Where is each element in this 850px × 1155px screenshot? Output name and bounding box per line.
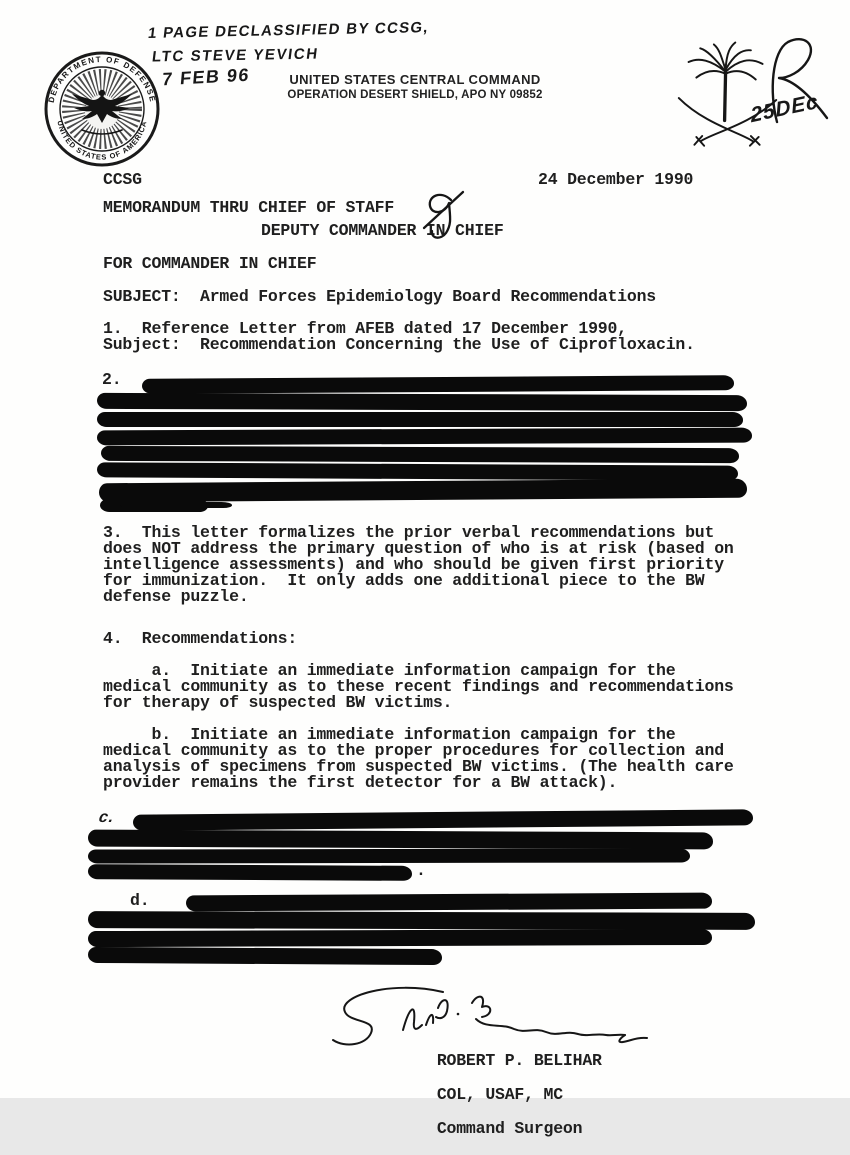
- signature-block: [398, 1035, 602, 1154]
- signer-rank: COL, USAF, MC: [436, 1085, 563, 1104]
- redaction-bar: [97, 393, 747, 411]
- declassification-note-line1: 1 PAGE DECLASSIFIED BY CCSG,: [147, 19, 430, 42]
- paragraph-1: 1. Reference Letter from AFEB dated 17 December 1990, Subject: Recommendation Concerning the Use of Ciprofloxacin.: [103, 319, 695, 354]
- paragraph-4b: b. Initiate an immediate information campaign for the medical community as to the proper procedures for collection and analysis of specimens from suspected BW victims. (The health care provider remains the first detector for a BW attack).: [103, 725, 734, 792]
- redaction-bar: [186, 893, 712, 912]
- subject-line: SUBJECT: Armed Forces Epidemiology Board Recommendations: [103, 287, 656, 306]
- redaction-bar: [101, 446, 739, 463]
- paragraph-4: 4. Recommendations:: [103, 629, 298, 648]
- signer-title: Command Surgeon: [436, 1119, 583, 1138]
- redaction-bar: [88, 929, 712, 947]
- paragraph-4a: a. Initiate an immediate information campaign for the medical community as to these recent findings and recommendations for therapy of suspected BW victims.: [103, 661, 734, 712]
- redaction-d-label: d.: [130, 891, 150, 910]
- seal-top-text: DEPARTMENT OF DEFENSE: [46, 54, 158, 104]
- redaction-c-period: .: [416, 861, 426, 880]
- received-date-annotation: 25DEc: [749, 89, 820, 128]
- redaction-c-label: c.: [97, 809, 116, 826]
- letterhead-command-line: UNITED STATES CENTRAL COMMAND: [289, 72, 541, 87]
- deputy-commander-line: DEPUTY COMMANDER IN CHIEF: [261, 221, 504, 240]
- dod-seal-icon: [36, 48, 168, 170]
- redaction-bar: [120, 502, 232, 508]
- letterhead-address-line: OPERATION DESERT SHIELD, APO NY 09852: [287, 89, 543, 101]
- memo-thru-line: MEMORANDUM THRU CHIEF OF STAFF: [103, 198, 395, 217]
- redaction-bar: [88, 947, 442, 965]
- paragraph-2-label: 2.: [102, 370, 122, 389]
- for-line: FOR COMMANDER IN CHIEF: [103, 254, 317, 273]
- seal-bottom-text: UNITED STATES OF AMERICA: [55, 119, 149, 162]
- redaction-bar: [133, 809, 753, 830]
- redaction-bar: [88, 848, 690, 863]
- memo-date: 24 December 1990: [538, 170, 694, 189]
- redaction-bar: [97, 412, 743, 427]
- signer-name: ROBERT P. BELIHAR: [436, 1051, 602, 1070]
- redaction-bar: [88, 864, 412, 881]
- declassification-note-line3: 7 FEB 96: [161, 64, 251, 90]
- redaction-bar: [142, 375, 734, 394]
- redaction-bar: [88, 830, 713, 850]
- paragraph-3: 3. This letter formalizes the prior verbal recommendations but does NOT address the primary question of who is at risk (based on intelligence assessments) and who should be given first priority for immunization. It only adds one additional piece to the BW defense puzzle.: [103, 523, 734, 606]
- office-symbol: CCSG: [103, 170, 142, 189]
- redaction-bar: [97, 428, 752, 446]
- seal-eagle-icon: [72, 90, 132, 134]
- redaction-bar: [97, 462, 738, 480]
- letterhead: [215, 72, 615, 101]
- redaction-bar: [88, 911, 755, 930]
- approver-initial-icon: [420, 188, 466, 242]
- declassification-note-line2: LTC STEVE YEVICH: [150, 45, 320, 66]
